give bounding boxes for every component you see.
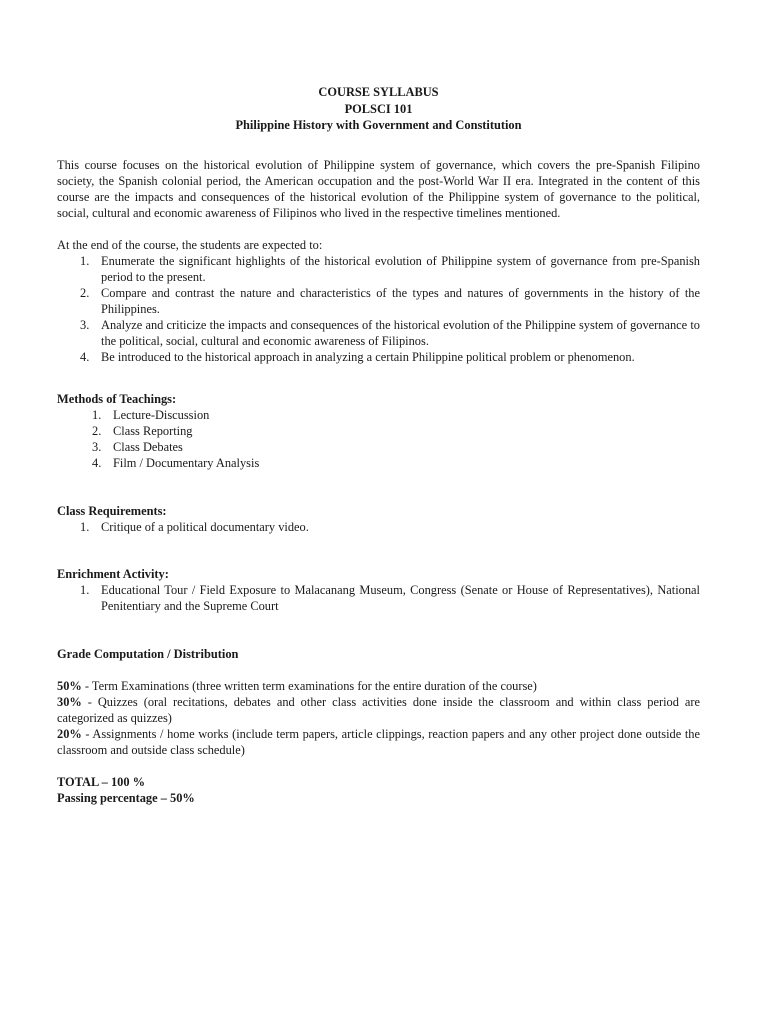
grade-row bbox=[57, 678, 700, 694]
requirements-list bbox=[57, 519, 700, 535]
title-course-code: POLSCI 101 bbox=[344, 101, 413, 116]
list-number: 1. bbox=[80, 253, 90, 268]
grade-percentage: 30% bbox=[57, 694, 82, 709]
list-text: Class Reporting bbox=[113, 423, 193, 438]
list-number: 1. bbox=[80, 582, 90, 597]
list-text: Educational Tour / Field Exposure to Malacanang Museum, Congress (Senate or House of Representatives), National Penitentiary and the Supreme Court bbox=[101, 582, 700, 613]
document-title bbox=[57, 84, 700, 134]
list-text: Analyze and criticize the impacts and consequences of the historical evolution of the Philippine system of governance to the political, social, cultural and economic awareness of Filipinos. bbox=[101, 317, 700, 348]
list-item bbox=[57, 349, 700, 365]
list-number: 1. bbox=[92, 407, 102, 422]
enrichment-list bbox=[57, 582, 700, 614]
list-text: Enumerate the significant highlights of the historical evolution of Philippine system of governance from pre-Spanish period to the present. bbox=[101, 253, 700, 284]
methods-heading: Methods of Teachings: bbox=[57, 391, 177, 406]
total-percentage: TOTAL – 100 % bbox=[57, 774, 146, 789]
requirements-heading: Class Requirements: bbox=[57, 503, 167, 518]
objectives-lead: At the end of the course, the students are expected to: bbox=[57, 237, 323, 252]
list-text: Lecture-Discussion bbox=[113, 407, 210, 422]
list-number: 2. bbox=[92, 423, 102, 438]
list-item bbox=[57, 423, 700, 439]
list-number: 4. bbox=[92, 455, 102, 470]
list-number: 2. bbox=[80, 285, 90, 300]
list-item bbox=[57, 253, 700, 285]
list-item bbox=[57, 439, 700, 455]
methods-list bbox=[57, 407, 700, 471]
list-number: 1. bbox=[80, 519, 90, 534]
list-item bbox=[57, 455, 700, 471]
list-item bbox=[57, 519, 700, 535]
list-item bbox=[57, 317, 700, 349]
grade-percentage: 20% bbox=[57, 726, 82, 741]
list-text: Film / Documentary Analysis bbox=[113, 455, 260, 470]
list-number: 3. bbox=[80, 317, 90, 332]
list-text: Class Debates bbox=[113, 439, 183, 454]
list-text: Compare and contrast the nature and characteristics of the types and natures of governments in the history of the Philippines. bbox=[101, 285, 700, 316]
list-item bbox=[57, 407, 700, 423]
list-number: 4. bbox=[80, 349, 90, 364]
grade-row bbox=[57, 726, 700, 758]
grade-totals bbox=[57, 774, 700, 806]
grade-description: - Assignments / home works (include term papers, article clippings, reaction papers and any other project done outside the classroom and outside class schedule) bbox=[57, 726, 700, 757]
title-course-syllabus: COURSE SYLLABUS bbox=[318, 85, 439, 99]
passing-percentage: Passing percentage – 50% bbox=[57, 790, 195, 805]
grade-description: - Term Examinations (three written term examinations for the entire duration of the course) bbox=[81, 678, 537, 693]
grade-distribution bbox=[57, 678, 700, 758]
list-text: Be introduced to the historical approach in analyzing a certain Philippine political problem or phenomenon. bbox=[101, 349, 635, 364]
course-description: This course focuses on the historical evolution of Philippine system of governance, which covers the pre-Spanish Filipino society, the Spanish colonial period, the American occupation and the post-World War II era. Integrated in the content of this course are the impacts and consequences of the historical evolution of the Philippine system of governance to the political, social, cultural and economic awareness of Filipinos who lived in the respective timelines mentioned. bbox=[57, 157, 700, 220]
syllabus-page bbox=[57, 84, 700, 806]
list-item bbox=[57, 582, 700, 614]
list-number: 3. bbox=[92, 439, 102, 454]
enrichment-heading: Enrichment Activity: bbox=[57, 566, 169, 581]
grade-row bbox=[57, 694, 700, 726]
grading-heading: Grade Computation / Distribution bbox=[57, 646, 239, 661]
grade-percentage: 50% bbox=[57, 678, 82, 693]
grade-description: - Quizzes (oral recitations, debates and other class activities done inside the classroom and within class period are categorized as quizzes) bbox=[57, 694, 700, 725]
list-text: Critique of a political documentary video. bbox=[101, 519, 309, 534]
list-item bbox=[57, 285, 700, 317]
title-course-name: Philippine History with Government and Constitution bbox=[235, 118, 522, 132]
objectives-list bbox=[57, 253, 700, 365]
